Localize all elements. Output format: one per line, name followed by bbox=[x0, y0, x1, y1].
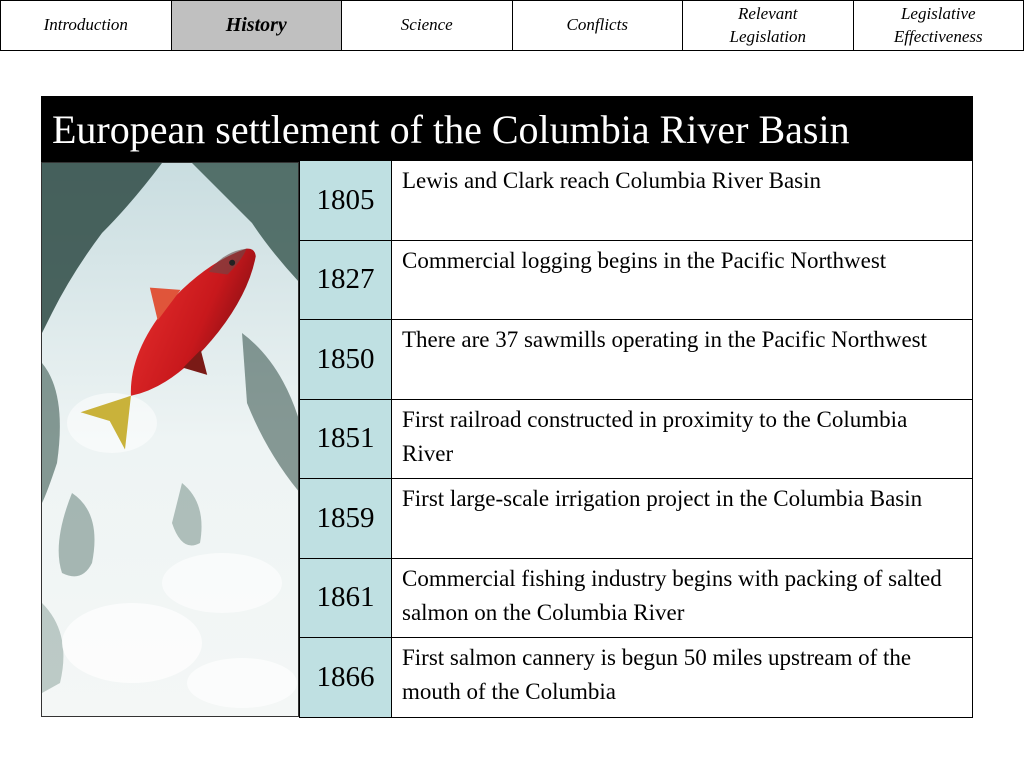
timeline-event: Lewis and Clark reach Columbia River Basin bbox=[392, 161, 973, 241]
timeline-year: 1850 bbox=[300, 320, 392, 400]
tab-history[interactable]: History bbox=[172, 0, 343, 51]
timeline-year: 1805 bbox=[300, 161, 392, 241]
timeline-year: 1866 bbox=[300, 638, 392, 718]
timeline-event: First railroad constructed in proximity to the Columbia River bbox=[392, 399, 973, 479]
timeline-row bbox=[300, 638, 973, 718]
timeline-event: Commercial fishing industry begins with packing of salted salmon on the Columbia River bbox=[392, 558, 973, 638]
slide-title: European settlement of the Columbia River Basin bbox=[41, 96, 973, 162]
timeline-year: 1859 bbox=[300, 479, 392, 559]
timeline-row bbox=[300, 479, 973, 559]
tab-relevant-legislation[interactable]: Relevant Legislation bbox=[683, 0, 854, 51]
history-timeline bbox=[299, 160, 973, 718]
sockeye-salmon-leaping-icon bbox=[42, 163, 299, 717]
tab-conflicts[interactable]: Conflicts bbox=[513, 0, 684, 51]
tab-legislative-effectiveness[interactable]: Legislative Effectiveness bbox=[854, 0, 1024, 51]
timeline-row bbox=[300, 161, 973, 241]
salmon-photo bbox=[41, 162, 299, 717]
timeline-row bbox=[300, 558, 973, 638]
timeline-event: Commercial logging begins in the Pacific Northwest bbox=[392, 240, 973, 320]
timeline-year: 1827 bbox=[300, 240, 392, 320]
timeline-row bbox=[300, 399, 973, 479]
timeline-year: 1861 bbox=[300, 558, 392, 638]
tab-introduction[interactable]: Introduction bbox=[0, 0, 172, 51]
timeline-event: First large-scale irrigation project in the Columbia Basin bbox=[392, 479, 973, 559]
timeline-event: There are 37 sawmills operating in the Pacific Northwest bbox=[392, 320, 973, 400]
tab-science[interactable]: Science bbox=[342, 0, 513, 51]
section-nav bbox=[0, 0, 1024, 51]
timeline-row bbox=[300, 240, 973, 320]
timeline-year: 1851 bbox=[300, 399, 392, 479]
timeline-row bbox=[300, 320, 973, 400]
timeline-event: First salmon cannery is begun 50 miles upstream of the mouth of the Columbia bbox=[392, 638, 973, 718]
